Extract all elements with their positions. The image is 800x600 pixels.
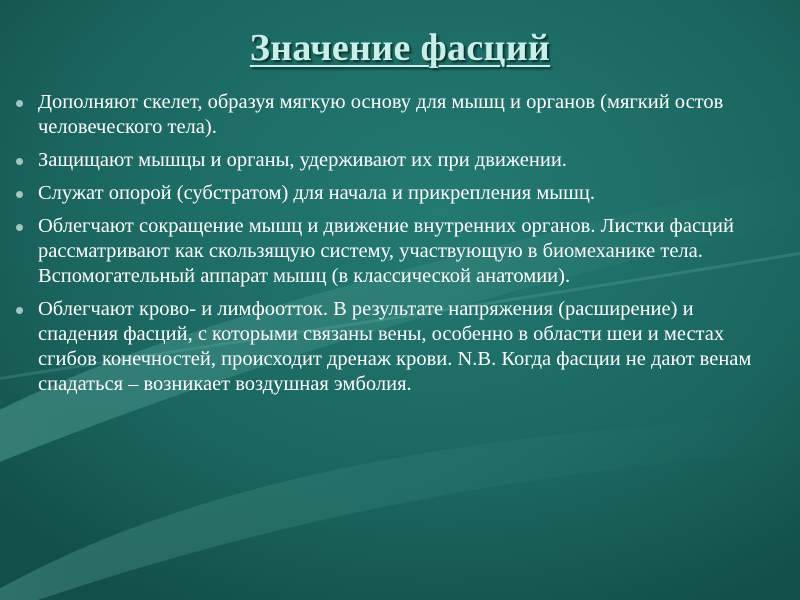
- bullet-text: Защищают мышцы и органы, удерживают их при движении.: [38, 149, 567, 171]
- bullet-text: Служат опорой (субстратом) для начала и прикрепления мышц.: [38, 182, 595, 204]
- bullet-item: [16, 181, 756, 206]
- bullet-dot-icon: [16, 224, 23, 231]
- bullet-text: Дополняют скелет, образуя мягкую основу для мышц и органов (мягкий остов человеческого тела).: [38, 91, 724, 138]
- bullet-item: [16, 214, 756, 289]
- bullet-text: Облегчают сокращение мышц и движение внутренних органов. Листки фасций рассматривают как скользящую систему, участвующую в биомеханике тела. Вспомогательный аппарат мышц (в классической анатомии).: [38, 215, 734, 287]
- bullet-item: [16, 297, 756, 397]
- bullet-list: [16, 90, 756, 405]
- bullet-item: [16, 90, 756, 140]
- bullet-dot-icon: [16, 158, 23, 165]
- bullet-dot-icon: [16, 191, 23, 198]
- bullet-text: Облегчают крово- и лимфоотток. В результате напряжения (расширение) и спадения фасций, с которыми связаны вены, особенно в области шеи и местах сгибов конечностей, происходит дренаж крови. N.B. Когда фасции не дают венам спадаться – возникает воздушная эмболия.: [38, 298, 752, 395]
- bullet-dot-icon: [16, 100, 23, 107]
- slide-title: Значение фасций: [249, 27, 551, 69]
- bullet-dot-icon: [16, 307, 23, 314]
- bullet-item: [16, 148, 756, 173]
